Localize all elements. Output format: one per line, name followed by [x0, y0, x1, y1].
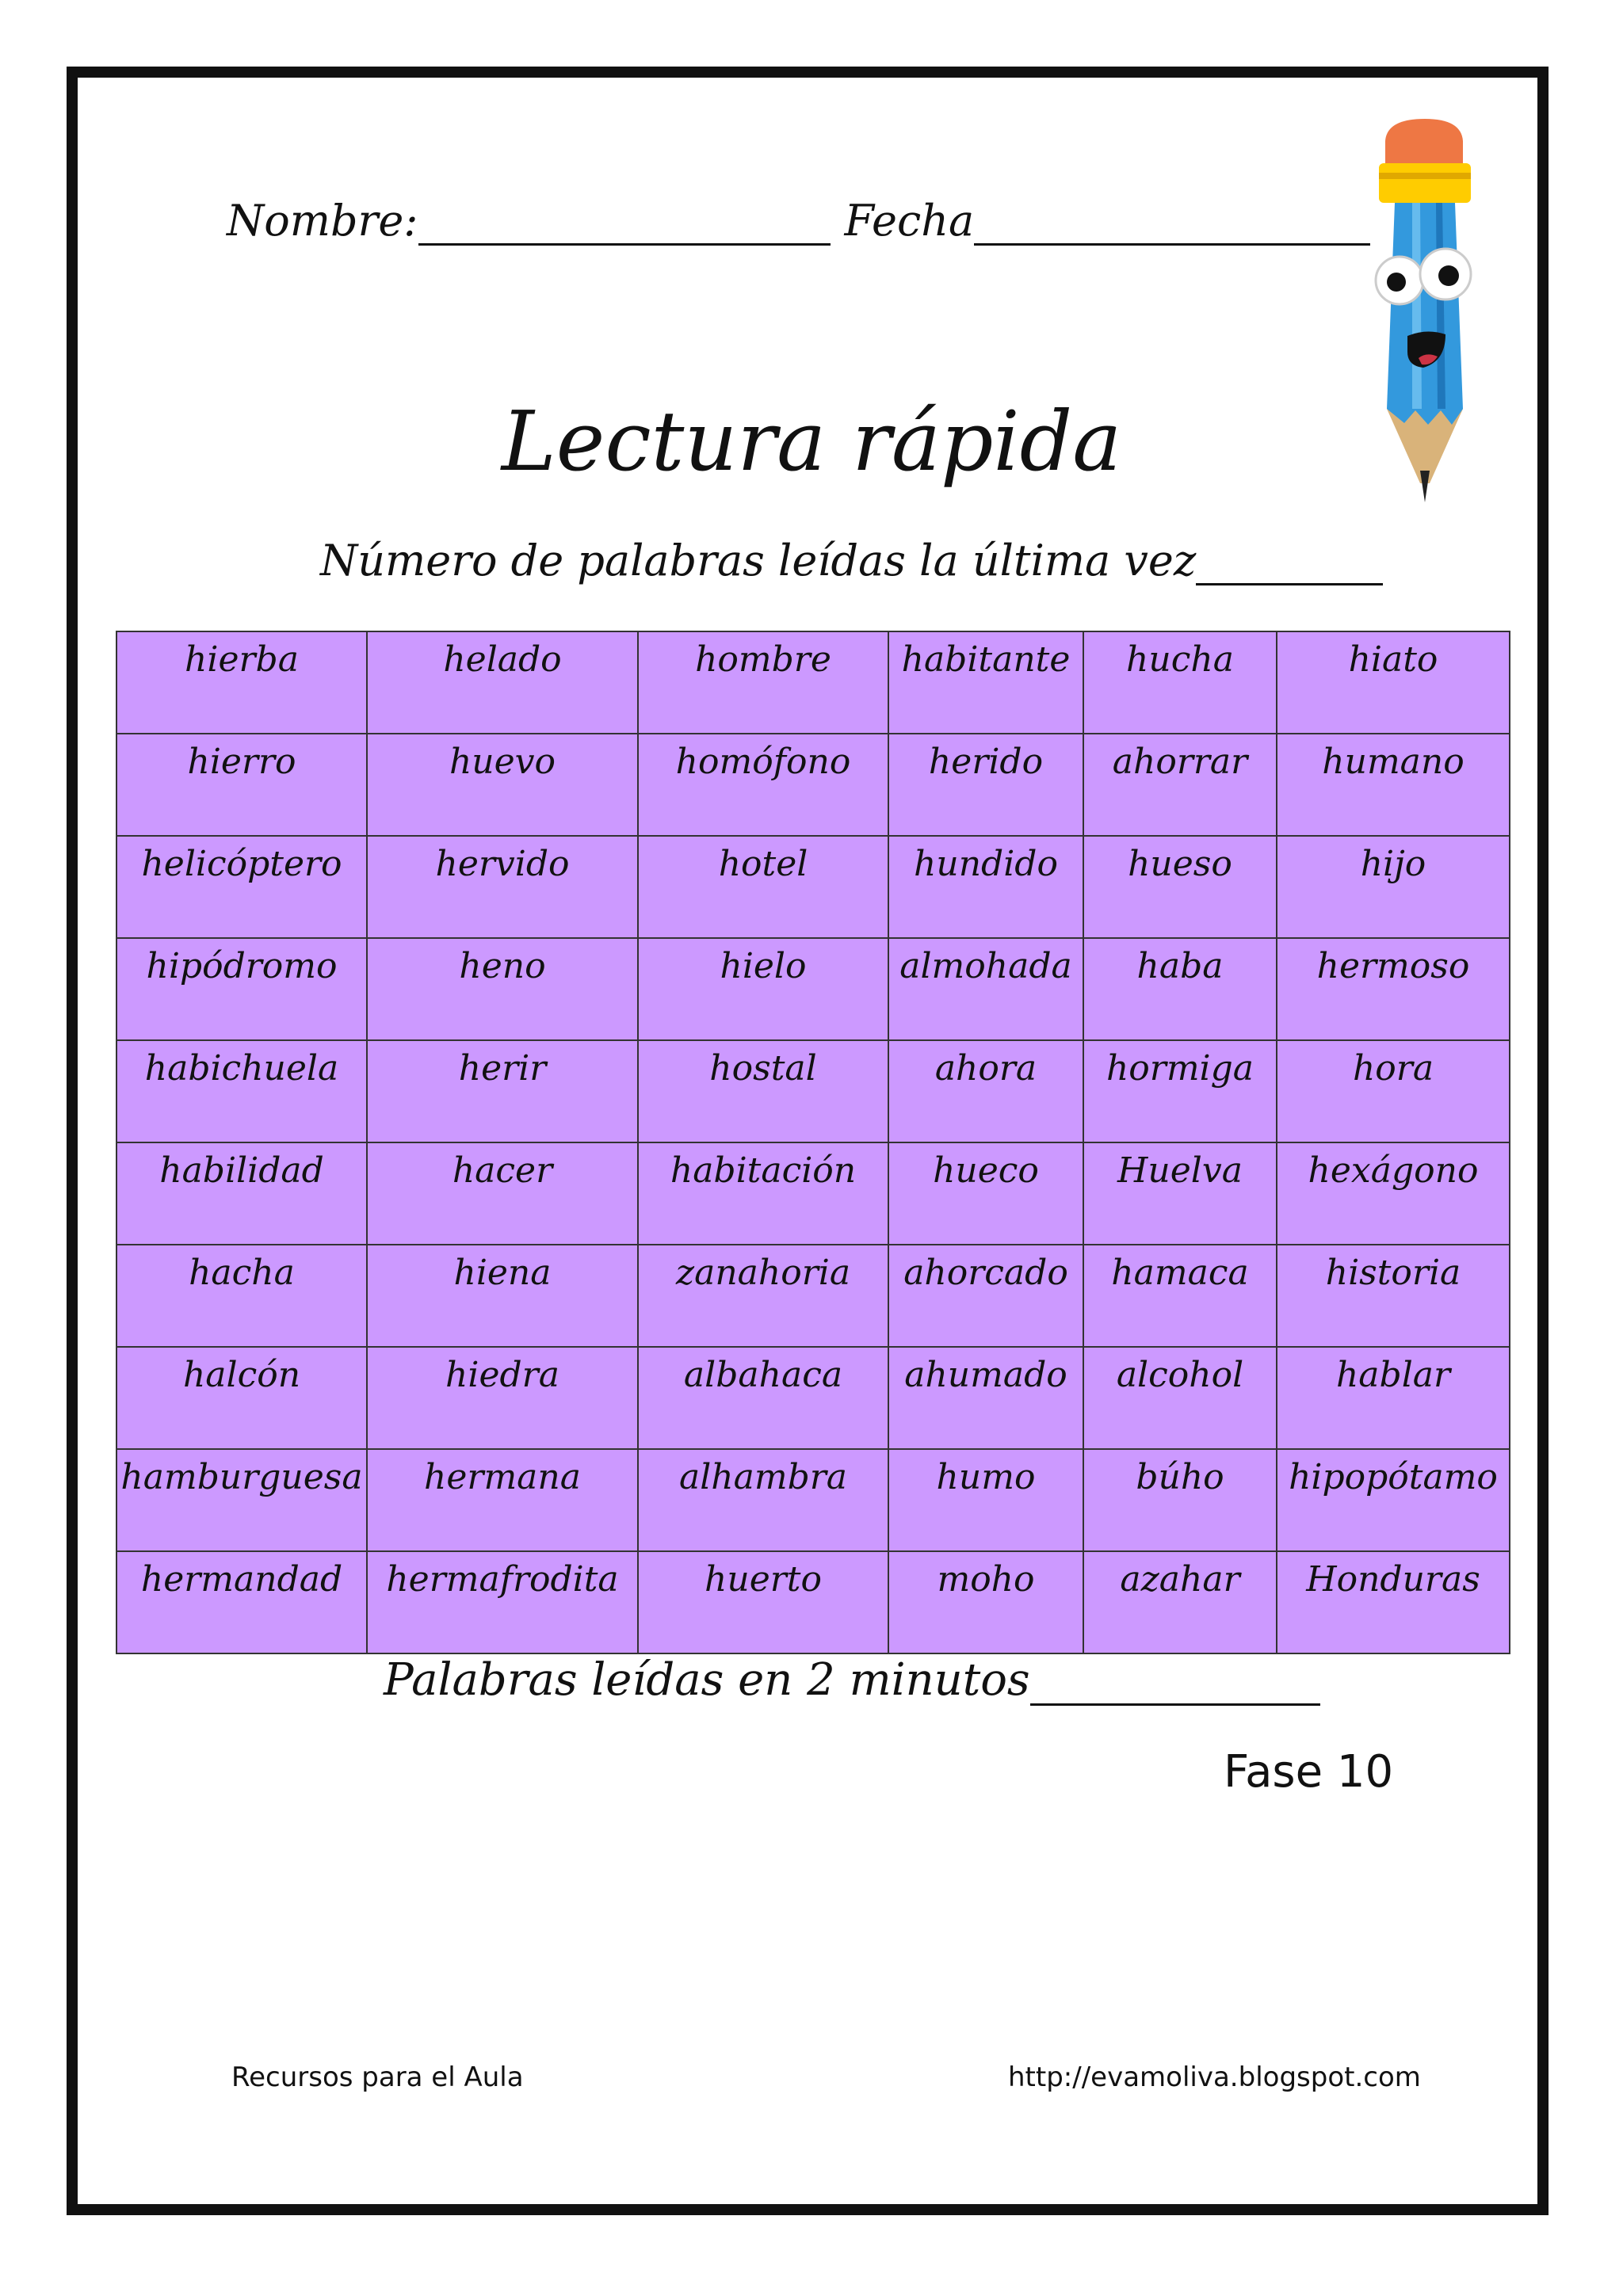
word-cell: hueco [888, 1142, 1083, 1245]
word-cell: ahorrar [1083, 734, 1277, 836]
word-cell: habilidad [116, 1142, 367, 1245]
footer-right: http://evamoliva.blogspot.com [1008, 2061, 1421, 2093]
word-cell: hiena [367, 1245, 638, 1347]
table-row [116, 836, 1510, 938]
footer-left: Recursos para el Aula [231, 2061, 524, 2093]
page-title: Lectura rápida [501, 393, 1122, 490]
word-cell: hexágono [1277, 1142, 1510, 1245]
word-cell: halcón [116, 1347, 367, 1449]
word-cell: hombre [638, 631, 888, 734]
word-cell: moho [888, 1551, 1083, 1653]
word-cell: hundido [888, 836, 1083, 938]
word-cell: humano [1277, 734, 1510, 836]
table-row [116, 1449, 1510, 1551]
last-time-row [320, 536, 1383, 585]
read-count-line [1030, 1703, 1320, 1706]
word-cell: hucha [1083, 631, 1277, 734]
table-row [116, 631, 1510, 734]
word-cell: albahaca [638, 1347, 888, 1449]
word-cell: hipopótamo [1277, 1449, 1510, 1551]
word-cell: habitante [888, 631, 1083, 734]
word-cell: hierro [116, 734, 367, 836]
read-count-label: Palabras leídas en 2 minutos [384, 1654, 1030, 1706]
word-cell: hiedra [367, 1347, 638, 1449]
word-cell: hiato [1277, 631, 1510, 734]
word-cell: herido [888, 734, 1083, 836]
table-row [116, 1040, 1510, 1142]
word-cell: hamaca [1083, 1245, 1277, 1347]
word-grid [116, 631, 1510, 1654]
word-cell: hervido [367, 836, 638, 938]
word-cell: historia [1277, 1245, 1510, 1347]
word-cell: hamburguesa [116, 1449, 367, 1551]
word-cell: búho [1083, 1449, 1277, 1551]
word-cell: hablar [1277, 1347, 1510, 1449]
word-cell: helicóptero [116, 836, 367, 938]
word-cell: hacer [367, 1142, 638, 1245]
word-cell: zanahoria [638, 1245, 888, 1347]
word-cell: huerto [638, 1551, 888, 1653]
word-cell: heno [367, 938, 638, 1040]
word-cell: alcohol [1083, 1347, 1277, 1449]
word-cell: hermoso [1277, 938, 1510, 1040]
word-cell: hermafrodita [367, 1551, 638, 1653]
table-row [116, 1551, 1510, 1653]
word-grid-body [116, 631, 1510, 1653]
name-label: Nombre: [227, 196, 418, 246]
word-cell: alhambra [638, 1449, 888, 1551]
word-cell: hora [1277, 1040, 1510, 1142]
phase-label: Fase 10 [1224, 1746, 1394, 1798]
word-cell: helado [367, 631, 638, 734]
pencil-body [1387, 203, 1463, 409]
word-cell: ahumado [888, 1347, 1083, 1449]
word-cell: hermana [367, 1449, 638, 1551]
word-cell: hipódromo [116, 938, 367, 1040]
word-cell: ahora [888, 1040, 1083, 1142]
word-cell: hacha [116, 1245, 367, 1347]
table-row [116, 1245, 1510, 1347]
word-cell: humo [888, 1449, 1083, 1551]
last-time-line [1196, 583, 1383, 585]
table-row [116, 734, 1510, 836]
word-cell: hermandad [116, 1551, 367, 1653]
word-cell: hijo [1277, 836, 1510, 938]
word-cell: hostal [638, 1040, 888, 1142]
table-row [116, 1347, 1510, 1449]
word-cell: haba [1083, 938, 1277, 1040]
word-cell: Huelva [1083, 1142, 1277, 1245]
word-cell: almohada [888, 938, 1083, 1040]
word-cell: habitación [638, 1142, 888, 1245]
word-cell: ahorcado [888, 1245, 1083, 1347]
word-cell: hormiga [1083, 1040, 1277, 1142]
word-cell: herir [367, 1040, 638, 1142]
read-count-row [384, 1654, 1320, 1706]
word-cell: habichuela [116, 1040, 367, 1142]
pencil-eraser [1385, 119, 1463, 165]
last-time-label: Número de palabras leídas la última vez [320, 536, 1197, 585]
pencil-band [1379, 163, 1471, 203]
date-line [974, 243, 1370, 246]
word-cell: Honduras [1277, 1551, 1510, 1653]
word-cell: homófono [638, 734, 888, 836]
word-cell: huevo [367, 734, 638, 836]
word-cell: hotel [638, 836, 888, 938]
table-row [116, 938, 1510, 1040]
word-cell: hueso [1083, 836, 1277, 938]
word-cell: hielo [638, 938, 888, 1040]
name-date-row [227, 190, 1370, 246]
word-cell: hierba [116, 631, 367, 734]
date-label: Fecha [844, 196, 975, 246]
name-line [418, 243, 831, 246]
word-cell: azahar [1083, 1551, 1277, 1653]
table-row [116, 1142, 1510, 1245]
